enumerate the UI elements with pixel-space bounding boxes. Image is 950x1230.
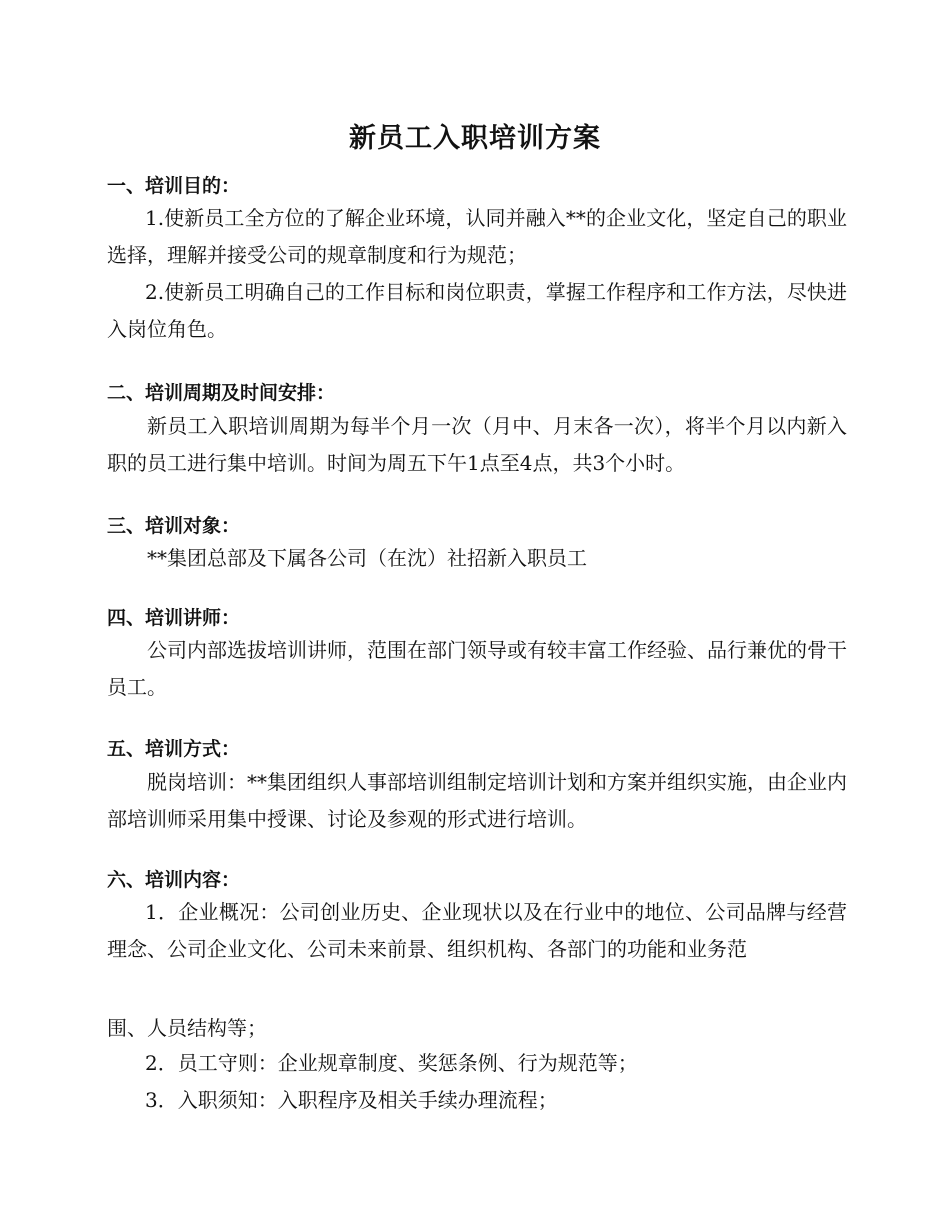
paragraph-content-1-continued: 围、人员结构等； (107, 1016, 267, 1040)
paragraph-schedule: 新员工入职培训周期为每半个月一次（月中、月末各一次），将半个月以内新入职的员工进行集中培训。时间为周五下午1点至4点，共3个小时。 (107, 414, 847, 475)
section-heading-content: 六、培训内容： (107, 869, 241, 891)
section-heading-purpose: 一、培训目的： (107, 175, 241, 197)
section-heading-method: 五、培训方式： (107, 738, 241, 760)
paragraph-content-2: 2．员工守则：企业规章制度、奖惩条例、行为规范等； (145, 1051, 638, 1075)
section-heading-audience: 三、培训对象： (107, 515, 241, 537)
paragraph-purpose-1: 1.使新员工全方位的了解企业环境，认同并融入**的企业文化，坚定自己的职业选择，理解并接受公司的规章制度和行为规范； (107, 206, 847, 267)
document-title: 新员工入职培训方案 (349, 123, 601, 154)
paragraph-content-1: 1．企业概况：公司创业历史、企业现状以及在行业中的地位、公司品牌与经营理念、公司企业文化、公司未来前景、组织机构、各部门的功能和业务范 (107, 900, 847, 961)
paragraph-content-3: 3．入职须知：入职程序及相关手续办理流程； (145, 1088, 558, 1112)
paragraph-purpose-2: 2.使新员工明确自己的工作目标和岗位职责，掌握工作程序和工作方法，尽快进入岗位角色。 (107, 280, 847, 341)
section-heading-schedule: 二、培训周期及时间安排： (107, 382, 336, 404)
paragraph-method: 脱岗培训：**集团组织人事部培训组制定培训计划和方案并组织实施，由企业内部培训师采用集中授课、讨论及参观的形式进行培训。 (107, 770, 847, 831)
paragraph-audience: **集团总部及下属各公司（在沈）社招新入职员工 (147, 546, 587, 570)
paragraph-trainers: 公司内部选拔培训讲师，范围在部门领导或有较丰富工作经验、品行兼优的骨干员工。 (107, 638, 847, 699)
section-heading-trainers: 四、培训讲师： (107, 607, 241, 629)
